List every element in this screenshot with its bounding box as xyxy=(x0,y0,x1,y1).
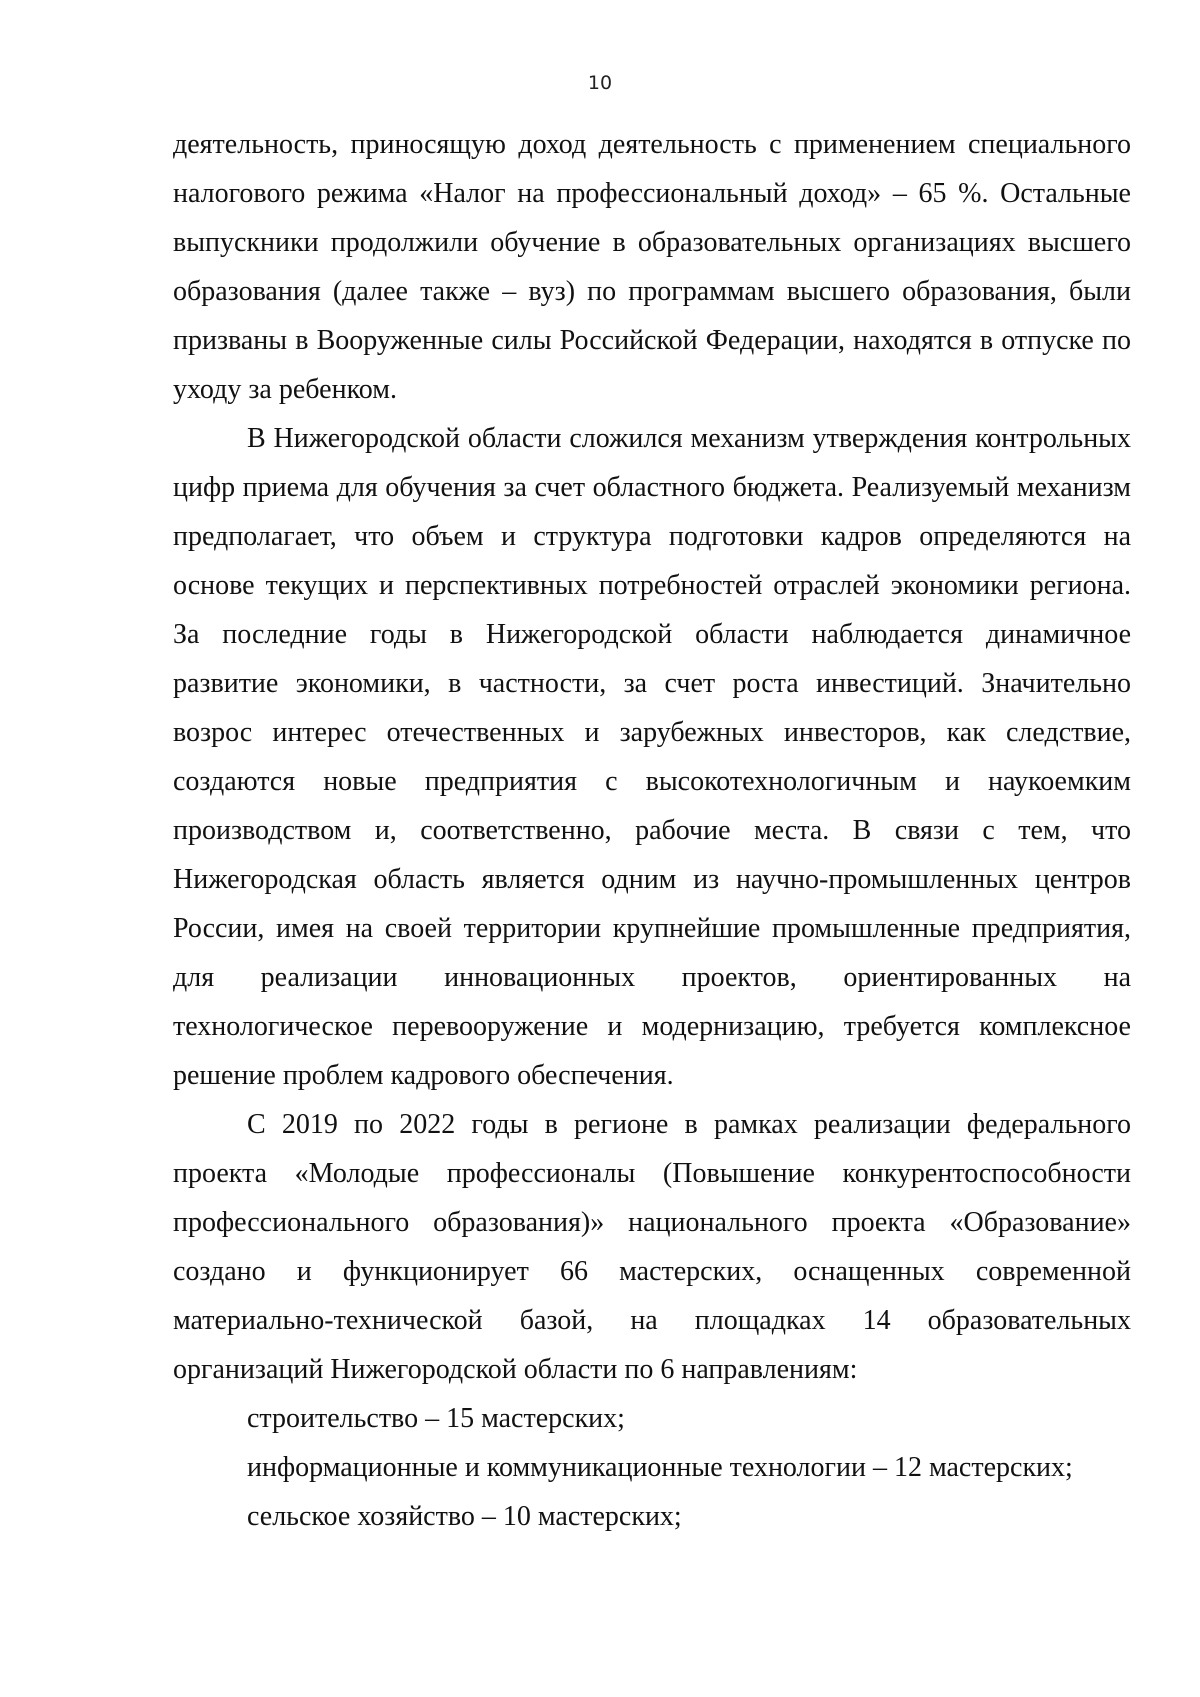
list-item-construction: строительство – 15 мастерских; xyxy=(247,1403,625,1434)
list-item-ict: информационные и коммуникационные технологии – 12 мастерских; xyxy=(247,1452,1073,1483)
paragraph-workshops: С 2019 по 2022 годы в регионе в рамках реализации федерального проекта «Молодые профессионалы (Повышение конкурентоспособности профессионального образования)» национального проекта «Образование» создано и функционирует 66 мастерских, оснащенных современной материально-технической базой, на площадках 14 образовательных организаций Нижегородской области по 6 направлениям: xyxy=(173,1109,1131,1385)
document-body xyxy=(173,120,1131,1541)
list-item-agriculture: сельское хозяйство – 10 мастерских; xyxy=(247,1501,682,1532)
paragraph-admission-mechanism: В Нижегородской области сложился механизм утверждения контрольных цифр приема для обучения за счет областного бюджета. Реализуемый механизм предполагает, что объем и структура подготовки кадров определяются на основе текущих и перспективных потребностей отраслей экономики региона. За последние годы в Нижегородской области наблюдается динамичное развитие экономики, в частности, за счет роста инвестиций. Значительно возрос интерес отечественных и зарубежных инвесторов, как следствие, создаются новые предприятия с высокотехнологичным и наукоемким производством и, соответственно, рабочие места. В связи с тем, что Нижегородская область является одним из научно-промышленных центров России, имея на своей территории крупнейшие промышленные предприятия, для реализации инновационных проектов, ориентированных на технологическое перевооружение и модернизацию, требуется комплексное решение проблем кадрового обеспечения. xyxy=(173,423,1131,1091)
page-number: 10 xyxy=(587,72,613,94)
paragraph-continuation: деятельность, приносящую доход деятельность с применением специального налогового режима «Налог на профессиональный доход» – 65 %. Остальные выпускники продолжили обучение в образовательных организациях высшего образования (далее также – вуз) по программам высшего образования, были призваны в Вооруженные силы Российской Федерации, находятся в отпуске по уходу за ребенком. xyxy=(173,129,1131,405)
